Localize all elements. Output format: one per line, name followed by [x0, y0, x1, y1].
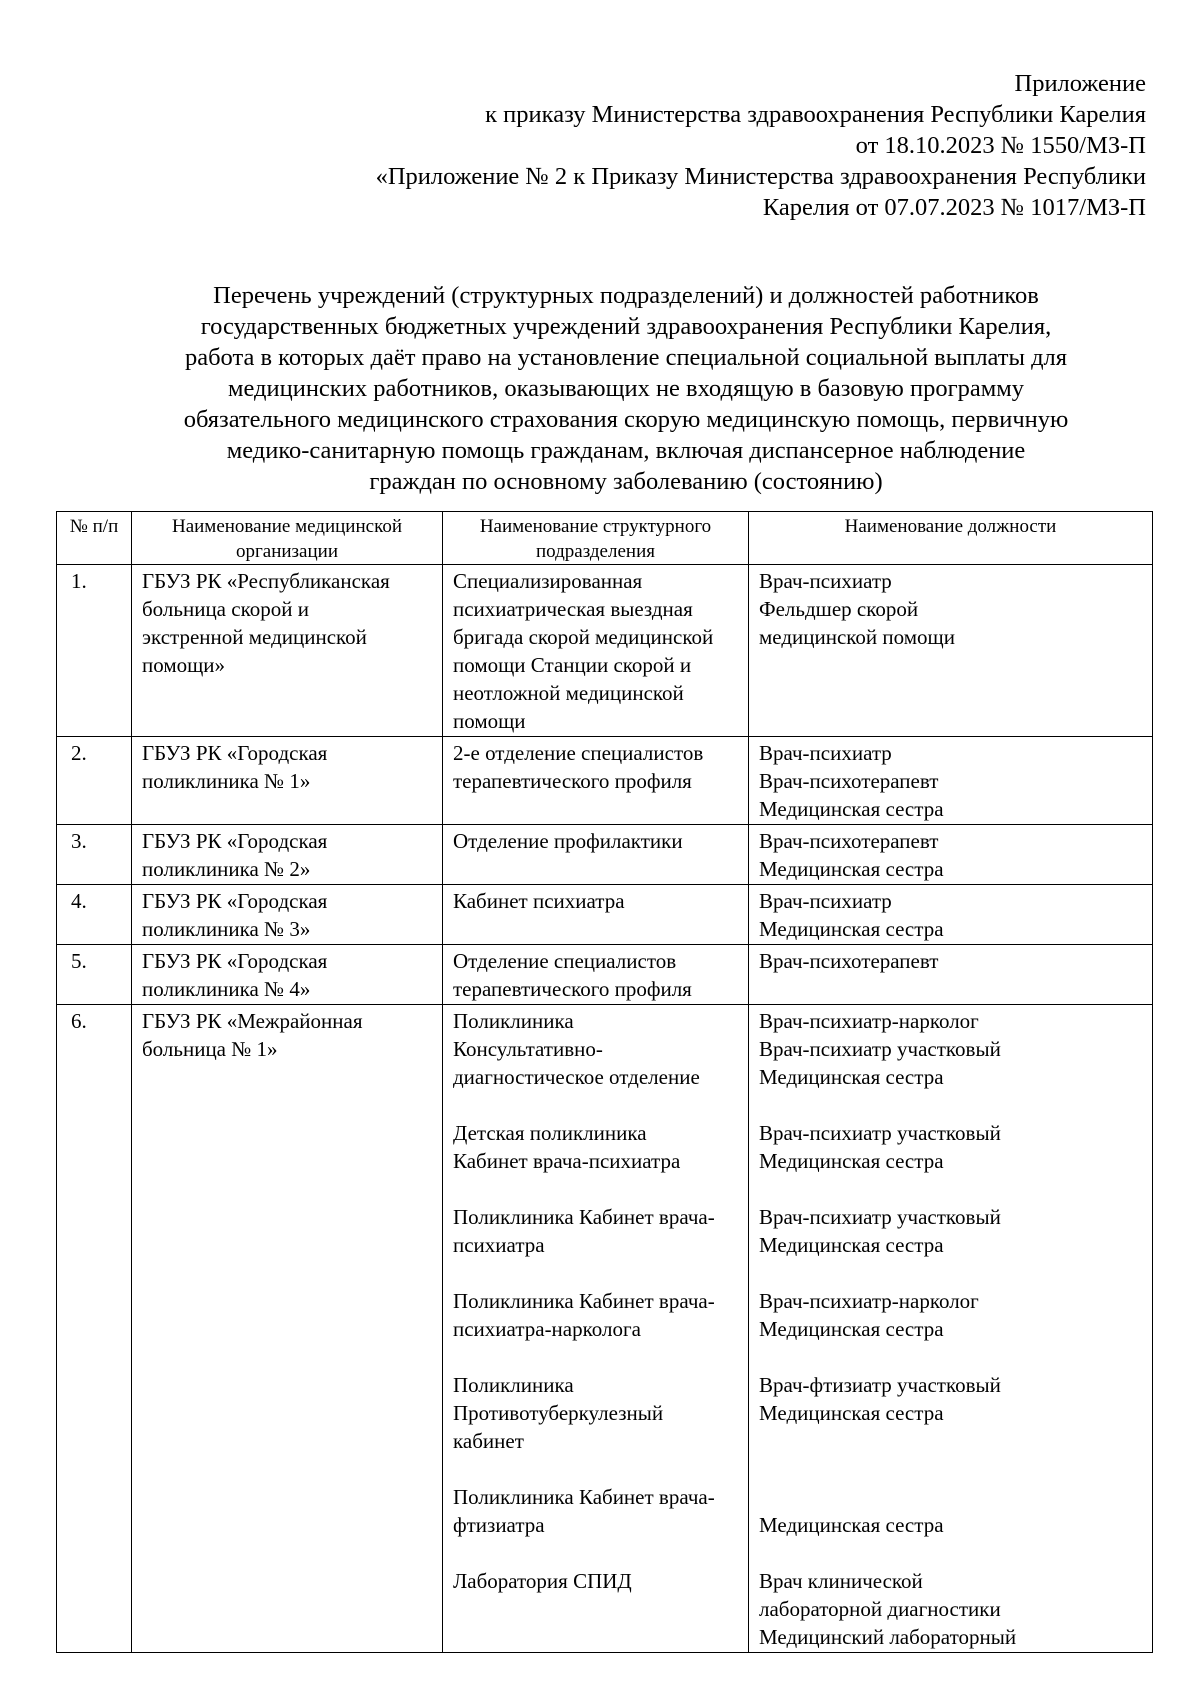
position-line: Фельдшер скорой [759, 597, 919, 621]
position-line: Врач-фтизиатр участковый [759, 1373, 1001, 1397]
header-text: организации [235, 541, 338, 562]
unit-cell [443, 885, 749, 945]
position-line: лабораторной диагностики [759, 1597, 1001, 1621]
position-line: Врач-психиатр [759, 889, 892, 913]
position-line: Медицинская сестра [759, 1317, 944, 1341]
unit-line: фтизиатра [453, 1513, 545, 1537]
position-line: Врач-психиатр участковый [759, 1205, 1001, 1229]
header-organization [132, 512, 443, 565]
title-line: работа в которых даёт право на установление специальной социальной выплаты для [184, 344, 1068, 371]
header-text: Наименование структурного [479, 516, 712, 537]
group-gap [759, 1259, 1142, 1287]
header-text: № п/п [69, 516, 119, 537]
organization-line: ГБУЗ РК «Республиканская [142, 569, 390, 593]
organization-line: экстренной медицинской [142, 625, 367, 649]
unit-line: психиатра [453, 1233, 545, 1257]
spacer-line [759, 707, 1142, 735]
group-gap [759, 1455, 1142, 1483]
group-gap [759, 1343, 1142, 1371]
row-number: 6. [57, 1005, 132, 1653]
header-text: Наименование должности [844, 516, 1057, 537]
position-line: Медицинская сестра [759, 1513, 944, 1537]
organization-line: поликлиника № 2» [142, 857, 311, 881]
organization-line: поликлиника № 3» [142, 917, 311, 941]
position-line: Медицинская сестра [759, 857, 944, 881]
unit-line: терапевтического профиля [453, 769, 692, 793]
unit-line: помощи [453, 709, 526, 733]
table-row [57, 825, 1153, 885]
title-line: медицинских работников, оказывающих не входящую в базовую программу [227, 375, 1025, 402]
table-row [57, 1005, 1153, 1653]
unit-cell [443, 565, 749, 737]
unit-line: неотложной медицинской [453, 681, 684, 705]
unit-line: Кабинет врача-психиатра [453, 1149, 681, 1173]
header-position [749, 512, 1153, 565]
row-number: 4. [57, 885, 132, 945]
spacer-line [759, 1427, 1142, 1455]
group-gap [453, 1175, 738, 1203]
position-line: Медицинская сестра [759, 917, 944, 941]
position-line: Врач-психиатр [759, 741, 892, 765]
unit-line: психиатрическая выездная [453, 597, 693, 621]
header-line: к приказу Министерства здравоохранения Республики Карелия [485, 101, 1146, 128]
organization-line: ГБУЗ РК «Городская [142, 889, 328, 913]
table-row [57, 565, 1153, 737]
organization-cell [132, 737, 443, 825]
position-line: Медицинская сестра [759, 797, 944, 821]
position-cell [749, 737, 1153, 825]
unit-line: бригада скорой медицинской [453, 625, 714, 649]
group-gap [453, 1343, 738, 1371]
position-line: Врач-психотерапевт [759, 769, 939, 793]
organization-line: ГБУЗ РК «Городская [142, 949, 328, 973]
unit-line: психиатра-нарколога [453, 1317, 641, 1341]
position-line: Врач-психиатр [759, 569, 892, 593]
row-number: 3. [57, 825, 132, 885]
unit-line: терапевтического профиля [453, 977, 692, 1001]
unit-line: Поликлиника [453, 1373, 574, 1397]
unit-line: помощи Станции скорой и [453, 653, 692, 677]
organization-cell [132, 825, 443, 885]
group-gap [453, 1259, 738, 1287]
organization-line: ГБУЗ РК «Городская [142, 829, 328, 853]
organization-cell [132, 885, 443, 945]
table-row [57, 885, 1153, 945]
group-gap [453, 1539, 738, 1567]
organization-line: больница № 1» [142, 1037, 278, 1061]
title-line: обязательного медицинского страхования скорую медицинскую помощь, первичную [183, 406, 1069, 433]
organization-line: поликлиника № 4» [142, 977, 311, 1001]
position-line: Врач-психиатр-нарколог [759, 1009, 979, 1033]
table-row [57, 945, 1153, 1005]
document-title [100, 280, 1152, 497]
document-header [186, 68, 1146, 223]
unit-line: 2-е отделение специалистов [453, 741, 704, 765]
unit-cell [443, 1005, 749, 1653]
position-cell [749, 1005, 1153, 1653]
unit-cell [443, 945, 749, 1005]
header-line: «Приложение № 2 к Приказу Министерства здравоохранения Республики [375, 163, 1146, 190]
header-number [57, 512, 132, 565]
spacer-line [759, 975, 1142, 1003]
unit-line: Детская поликлиника [453, 1121, 647, 1145]
position-line: Медицинская сестра [759, 1401, 944, 1425]
position-line: Врач-психиатр участковый [759, 1121, 1001, 1145]
table-header [57, 512, 1153, 565]
unit-line: Поликлиника Кабинет врача- [453, 1485, 715, 1509]
unit-line: Отделение специалистов [453, 949, 677, 973]
header-line: от 18.10.2023 № 1550/МЗ-П [855, 132, 1146, 159]
spacer-line [453, 1595, 738, 1623]
unit-line: Поликлиника Кабинет врача- [453, 1289, 715, 1313]
position-line: Медицинская сестра [759, 1149, 944, 1173]
group-gap [759, 1539, 1142, 1567]
header-line: Карелия от 07.07.2023 № 1017/МЗ-П [762, 194, 1146, 221]
table-row [57, 737, 1153, 825]
unit-line: Лаборатория СПИД [453, 1569, 632, 1593]
title-line: медико-санитарную помощь гражданам, включая диспансерное наблюдение [226, 437, 1026, 464]
unit-line: Отделение профилактики [453, 829, 683, 853]
unit-line: Специализированная [453, 569, 643, 593]
table-body [57, 565, 1153, 1653]
row-number: 2. [57, 737, 132, 825]
organization-line: больница скорой и [142, 597, 309, 621]
position-line: Врач-психотерапевт [759, 829, 939, 853]
header-line: Приложение [1014, 70, 1146, 97]
unit-line: Поликлиника Кабинет врача- [453, 1205, 715, 1229]
row-number: 5. [57, 945, 132, 1005]
position-line: Врач клинической [759, 1569, 923, 1593]
group-gap [453, 1455, 738, 1483]
row-number: 1. [57, 565, 132, 737]
organization-cell [132, 945, 443, 1005]
position-line: Врач-психиатр участковый [759, 1037, 1001, 1061]
position-cell [749, 885, 1153, 945]
position-line: медицинской помощи [759, 625, 955, 649]
spacer-line [759, 679, 1142, 707]
header-text: подразделения [536, 541, 655, 562]
organization-line: поликлиника № 1» [142, 769, 311, 793]
institutions-table [56, 511, 1153, 1653]
position-line: Медицинская сестра [759, 1065, 944, 1089]
unit-line: кабинет [453, 1429, 524, 1453]
title-line: государственных бюджетных учреждений здравоохранения Республики Карелия, [200, 313, 1052, 340]
organization-line: ГБУЗ РК «Межрайонная [142, 1009, 363, 1033]
group-gap [759, 1175, 1142, 1203]
organization-cell [132, 565, 443, 737]
unit-cell [443, 825, 749, 885]
organization-cell [132, 1005, 443, 1653]
position-line: Медицинский лабораторный [759, 1625, 1017, 1649]
spacer-line [453, 1623, 738, 1651]
organization-line: ГБУЗ РК «Городская [142, 741, 328, 765]
header-text: Наименование медицинской [171, 516, 403, 537]
organization-line: помощи» [142, 653, 226, 677]
position-line: Врач-психиатр-нарколог [759, 1289, 979, 1313]
unit-cell [443, 737, 749, 825]
unit-line: Кабинет психиатра [453, 889, 625, 913]
spacer-line [759, 651, 1142, 679]
unit-line: Поликлиника [453, 1009, 574, 1033]
position-line [759, 1483, 1142, 1511]
group-gap [453, 1091, 738, 1119]
unit-line: диагностическое отделение [453, 1065, 700, 1089]
position-cell [749, 565, 1153, 737]
title-line: Перечень учреждений (структурных подразделений) и должностей работников [213, 282, 1039, 309]
position-line: Врач-психотерапевт [759, 949, 939, 973]
title-line: граждан по основному заболеванию (состоянию) [369, 468, 883, 495]
position-cell [749, 825, 1153, 885]
position-line: Медицинская сестра [759, 1233, 944, 1257]
group-gap [759, 1091, 1142, 1119]
unit-line: Противотуберкулезный [453, 1401, 664, 1425]
unit-line: Консультативно- [453, 1037, 603, 1061]
header-unit [443, 512, 749, 565]
position-cell [749, 945, 1153, 1005]
